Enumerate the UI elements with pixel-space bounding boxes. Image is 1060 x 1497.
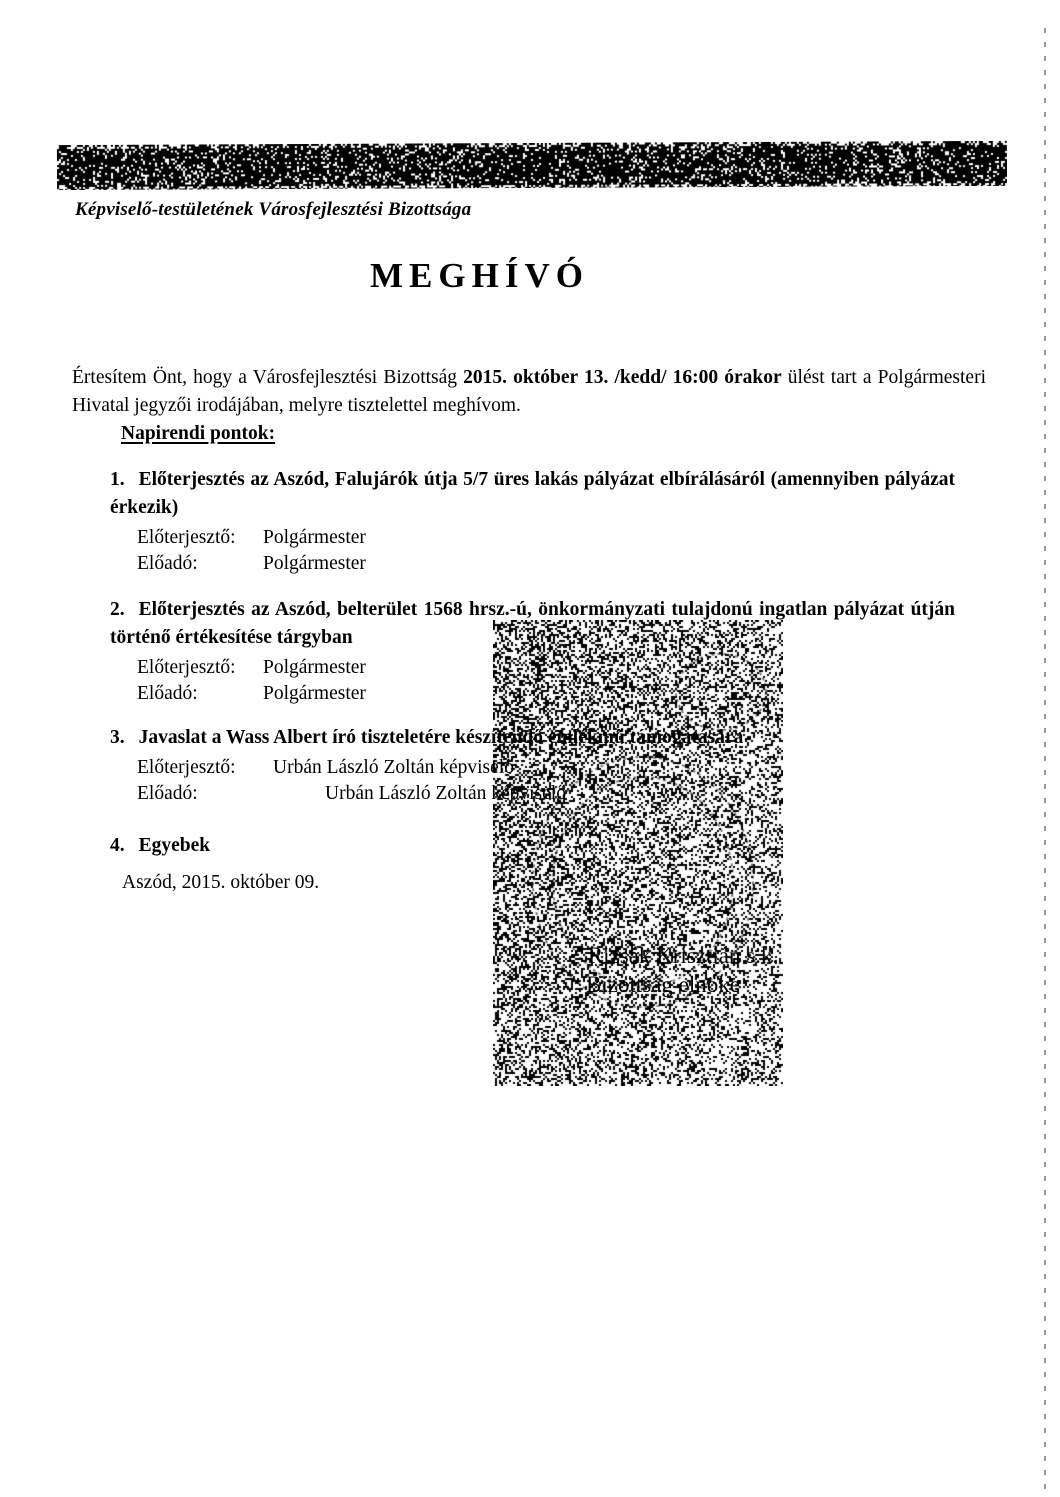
agenda-item-1: [110, 466, 955, 577]
row-value: Polgármester: [263, 683, 366, 704]
row-value: Polgármester: [263, 553, 366, 574]
agenda-item-1-rows: [137, 525, 955, 577]
speaker-row: [137, 551, 955, 577]
agenda-item-4-number: 4.: [110, 835, 125, 856]
agenda-item-2-number: 2.: [110, 599, 125, 620]
scanned-header-bar: [57, 141, 1007, 190]
agenda-item-2-rows: [137, 655, 955, 707]
agenda-item-4-title: 4. Egyebek: [110, 835, 211, 856]
row-label: Előterjesztő:: [137, 527, 236, 548]
agenda-heading: Napirendi pontok:: [121, 423, 276, 444]
intro-paragraph: [72, 364, 986, 420]
row-label: Előterjesztő:: [137, 657, 236, 678]
page-edge-scan-artifact: [1044, 28, 1046, 1490]
agenda-item-1-title: 1. Előterjesztés az Aszód, Falujárók útja 5/7 üres lakás pályázat elbírálásáról (amennyiben pályázat érkezik): [110, 469, 955, 518]
agenda-item-3: [110, 724, 955, 807]
row-label: Előadó:: [137, 783, 198, 804]
agenda-item-2-title: 2. Előterjesztés az Aszód, belterület 1568 hrsz.-ú, önkormányzati tulajdonú ingatlan pályázat útján történő értékesítése tárgyban: [110, 599, 955, 648]
organization-name: Képviselő-testületének Városfejlesztési Bizottsága: [75, 199, 472, 220]
row-label: Előadó:: [137, 683, 198, 704]
intro-text-after: ülést tart a Polgármesteri Hivatal jegyzői irodájában, melyre tisztelettel meghívom.: [72, 366, 986, 416]
dateline: Aszód, 2015. október 09.: [122, 872, 320, 893]
speaker-row: [137, 681, 955, 707]
document-title: MEGHÍVÓ: [370, 256, 589, 295]
meeting-datetime: 2015. október 13. /kedd/ 16:00 órakor: [463, 366, 782, 388]
scan-noise-bar: [57, 141, 1007, 190]
presenter-row: [137, 755, 955, 781]
speaker-row: [137, 781, 955, 807]
presenter-row: [137, 525, 955, 551]
row-value: Urbán László Zoltán képviselő: [273, 757, 514, 778]
row-value: Polgármester: [263, 657, 366, 678]
row-label: Előterjesztő:: [137, 757, 236, 778]
agenda-item-4: [110, 832, 955, 860]
agenda-item-1-number: 1.: [110, 469, 125, 490]
agenda-item-2: [110, 596, 955, 707]
signature-name: Rizsák Krisztián s.k.: [587, 943, 779, 968]
agenda-item-3-number: 3.: [110, 727, 125, 748]
row-value: Urbán László Zoltán képviselő: [325, 783, 566, 804]
presenter-row: [137, 655, 955, 681]
agenda-item-3-title: 3. Javaslat a Wass Albert író tiszteletére készítendő emlékmű támogatására: [110, 727, 744, 748]
row-value: Polgármester: [263, 527, 366, 548]
intro-text-before: Értesítem Önt, hogy a Városfejlesztési Bizottság: [72, 366, 464, 388]
row-label: Előadó:: [137, 553, 198, 574]
signature-role: Bizottság elnöke: [586, 972, 740, 997]
agenda-item-3-rows: [137, 755, 955, 807]
